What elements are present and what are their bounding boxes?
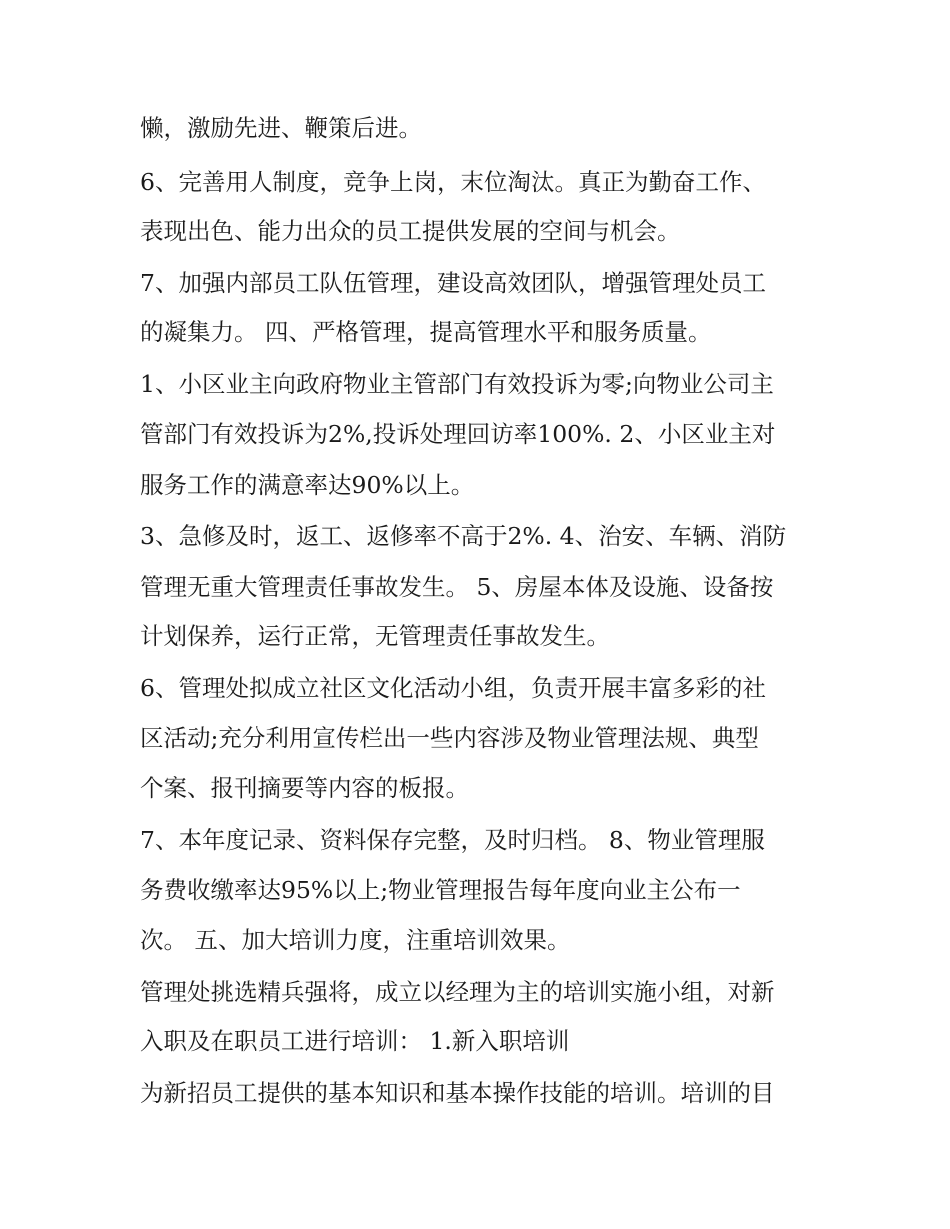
text-line: 次。 五、加大培训力度，注重培训效果。 [140, 926, 571, 954]
text-line: 的凝集力。 四、严格管理，提高管理水平和服务质量。 [140, 318, 712, 346]
text-line: 6、完善用人制度，竞争上岗，末位淘汰。真正为勤奋工作、 [140, 168, 766, 196]
text-line: 3、急修及时，返工、返修率不高于2%. 4、治安、车辆、消防 [140, 522, 787, 550]
text-line: 区活动;充分利用宣传栏出一些内容涉及物业管理法规、典型 [140, 724, 759, 752]
text-line: 个案、报刊摘要等内容的板报。 [140, 774, 469, 802]
text-line: 7、本年度记录、资料保存完整，及时归档。 8、物业管理服 [140, 826, 765, 854]
text-line: 管理处挑选精兵强将，成立以经理为主的培训实施小组，对新 [140, 978, 775, 1006]
text-line: 管理无重大管理责任事故发生。 5、房屋本体及设施、设备按 [140, 573, 774, 601]
text-line: 1、小区业主向政府物业主管部门有效投诉为零;向物业公司主 [140, 370, 774, 398]
text-line: 6、管理处拟成立社区文化活动小组，负责开展丰富多彩的社 [140, 674, 766, 702]
text-line: 入职及在职员工进行培训： 1.新入职培训 [140, 1027, 570, 1055]
text-line: 服务工作的满意率达90%以上。 [140, 471, 475, 499]
text-line: 7、加强内部员工队伍管理，建设高效团队，增强管理处员工 [140, 269, 766, 297]
text-line: 懒，激励先进、鞭策后进。 [140, 114, 422, 142]
text-line: 务费收缴率达95%以上;物业管理报告每年度向业主公布一 [140, 876, 741, 904]
text-line: 管部门有效投诉为2%,投诉处理回访率100%. 2、小区业主对 [140, 420, 776, 448]
text-line: 为新招员工提供的基本知识和基本操作技能的培训。培训的目 [140, 1079, 775, 1107]
text-line: 计划保养，运行正常，无管理责任事故发生。 [140, 622, 610, 650]
text-line: 表现出色、能力出众的员工提供发展的空间与机会。 [140, 217, 681, 245]
